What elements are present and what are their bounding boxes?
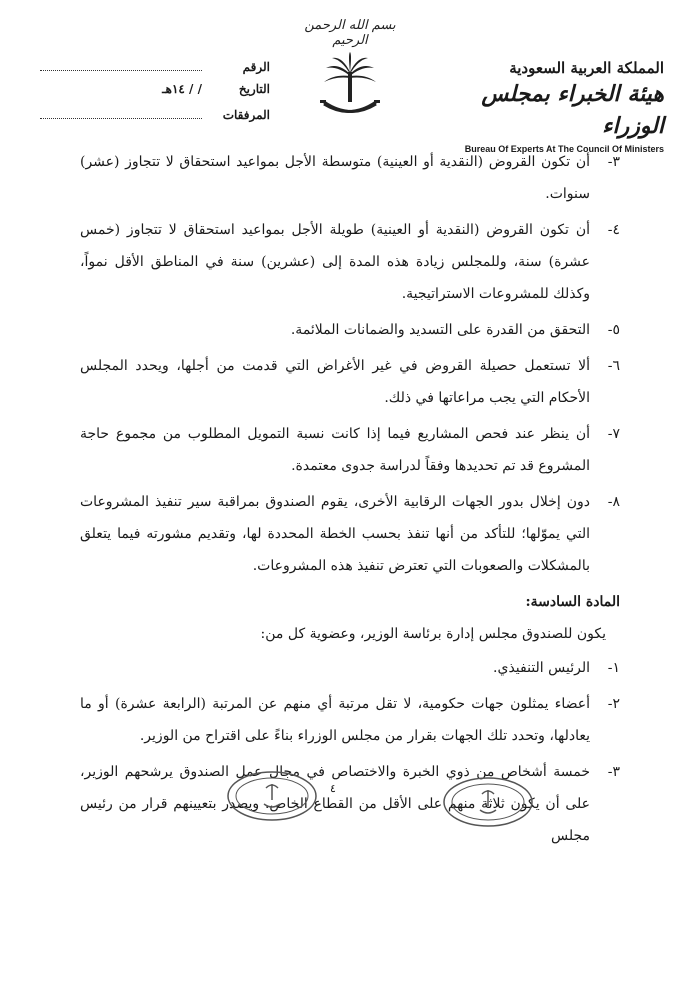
document-body	[80, 146, 620, 856]
list-item-text: أعضاء يمثلون جهات حكومية، لا تقل مرتبة أي منهم عن المرتبة (الرابعة عشرة) أو ما يعادلها، وتحدد تلك الجهات بقرار من مجلس الوزراء بناءً على اقتراح من الوزير.	[80, 696, 590, 744]
list-item	[80, 418, 620, 482]
document-meta	[40, 58, 270, 130]
attachments-label: المرفقات	[222, 108, 270, 122]
conditions-list	[80, 146, 620, 582]
attachments-row	[40, 106, 270, 130]
list-item	[80, 652, 620, 684]
list-item-number: ٧-	[607, 426, 620, 442]
list-item	[80, 350, 620, 414]
board-members-list	[80, 652, 620, 852]
list-item-number: ٢-	[607, 696, 620, 712]
reference-line	[40, 58, 202, 71]
list-item	[80, 486, 620, 582]
reference-row	[40, 58, 270, 82]
list-item-number: ١-	[607, 660, 620, 676]
bureau-name: هيئة الخبراء بمجلس الوزراء	[481, 81, 664, 139]
attachments-line	[40, 106, 202, 119]
page-number: ٤	[330, 782, 336, 795]
list-item-text: أن ينظر عند فحص المشاريع فيما إذا كانت نسبة التمويل المطلوب من مجموع حاجة المشروع قد تم تحديدها وفقاً لدراسة جدوى معتمدة.	[80, 426, 590, 474]
date-label: التاريخ	[238, 82, 270, 96]
list-item-text: أن تكون القروض (النقدية أو العينية) طويلة الأجل بمواعيد استحقاق لا تتجاوز (خمس عشرة) سنة، وللمجلس زيادة هذه المدة إلى (عشرين) سنة في المناطق الأقل نمواً، وكذلك للمشروعات الاستراتيجية.	[80, 222, 590, 302]
list-item-number: ٨-	[607, 494, 620, 510]
list-item	[80, 314, 620, 346]
date-value: / / ١٤هـ	[162, 82, 202, 96]
date-row	[40, 82, 270, 106]
list-item-number: ٣-	[607, 154, 620, 170]
organization-block	[424, 58, 664, 154]
kingdom-name: المملكة العربية السعودية	[509, 59, 664, 77]
basmala: بسم الله الرحمن الرحيم	[304, 18, 396, 48]
reference-label: الرقم	[242, 60, 270, 74]
article-intro: يكون للصندوق مجلس إدارة برئاسة الوزير، وعضوية كل من:	[260, 626, 606, 642]
list-item-text: أن تكون القروض (النقدية أو العينية) متوسطة الأجل بمواعيد استحقاق لا تتجاوز (عشر) سنوات.	[80, 154, 590, 202]
list-item	[80, 756, 620, 852]
list-item-text: ألا تستعمل حصيلة القروض في غير الأغراض التي قدمت من أجلها، ويحدد المجلس الأحكام التي يجب مراعاتها في ذلك.	[80, 358, 590, 406]
official-seal-icon	[226, 770, 318, 822]
list-item-number: ٣-	[607, 764, 620, 780]
list-item-text: التحقق من القدرة على التسديد والضمانات الملائمة.	[290, 322, 590, 338]
bureau-name-english: Bureau Of Experts At The Council Of Ministers	[464, 144, 664, 154]
list-item-number: ٦-	[607, 358, 620, 374]
list-item-text: الرئيس التنفيذي.	[493, 660, 590, 676]
list-item-number: ٥-	[607, 322, 620, 338]
article-heading: المادة السادسة:	[525, 594, 620, 610]
list-item	[80, 688, 620, 752]
list-item	[80, 146, 620, 210]
saudi-emblem-icon	[318, 52, 382, 122]
list-item-text: خمسة أشخاص من ذوي الخبرة والاختصاص في مجال عمل الصندوق يرشحهم الوزير، على أن يكون ثلاثة منهم على الأقل من القطاع الخاص. ويصدر بتعيينهم قرار من رئيس مجلس	[80, 764, 590, 844]
official-seal-icon	[442, 776, 534, 828]
list-item	[80, 214, 620, 310]
list-item-number: ٤-	[607, 222, 620, 238]
list-item-text: دون إخلال بدور الجهات الرقابية الأخرى، يقوم الصندوق بمراقبة سير تنفيذ المشروعات التي يموّلها؛ للتأكد من أنها تنفذ بحسب الخطة المحددة لها، وتقديم مشورته فيما يتعلق بالمشكلات والصعوبات التي تعترض تنفيذ هذه المشروعات.	[80, 494, 590, 574]
